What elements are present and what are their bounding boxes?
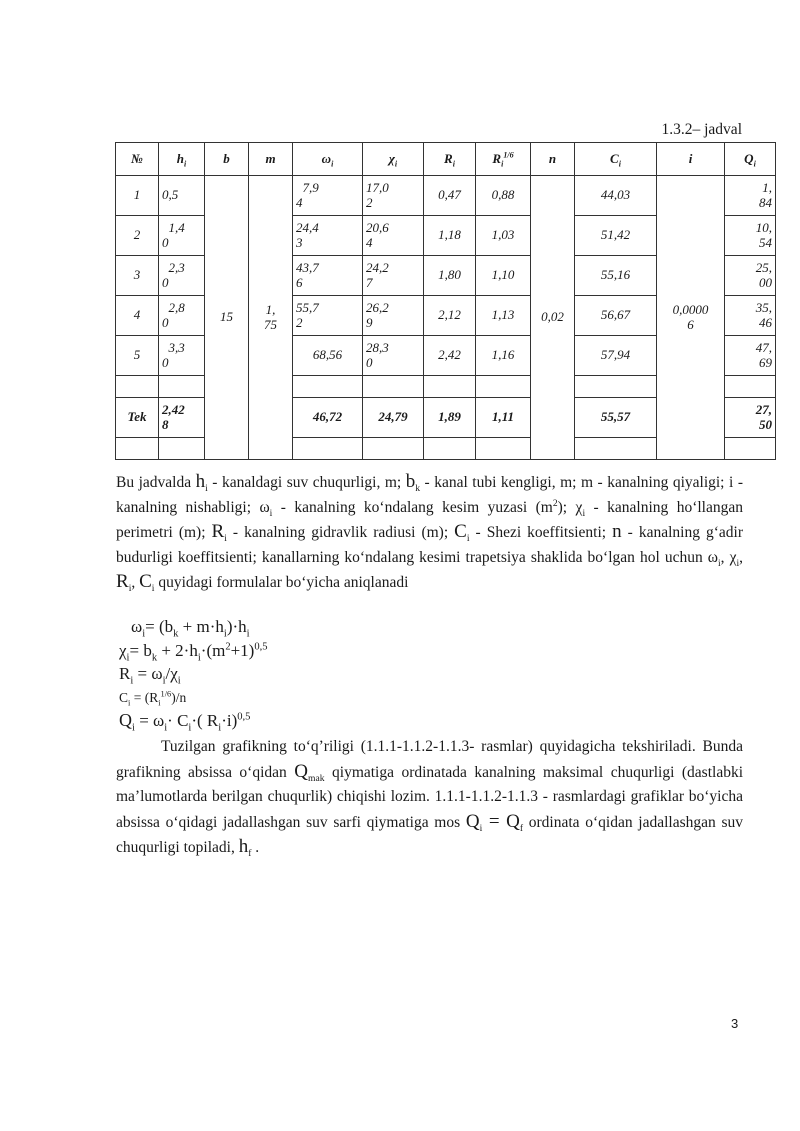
total-c: 55,57 [575, 398, 657, 438]
formula-c: $C_i = (R_i^{1/6})/n$ [119, 689, 187, 708]
cell-r16: 1,16 [476, 336, 531, 376]
cell-r16: 1,03 [476, 216, 531, 256]
formula-omega: $\omega_i= (b_k + m\cdot h_i)\cdot h_i$ [131, 617, 250, 640]
empty-cell [293, 438, 363, 460]
total-h: 2,42 8 [159, 398, 205, 438]
total-chi: 24,79 [363, 398, 424, 438]
empty-cell [575, 376, 657, 398]
page-number: 3 [731, 1016, 739, 1031]
cell-c: 51,42 [575, 216, 657, 256]
cell-number: 2 [116, 216, 159, 256]
cell-omega: 43,7 6 [293, 256, 363, 296]
cell-q: 1, 84 [725, 176, 776, 216]
empty-cell [116, 376, 159, 398]
empty-cell [424, 438, 476, 460]
formula-chi: $\chi_i= b_k + 2\cdot h_i\cdot(m^2+1)^{0,5}$ [119, 641, 268, 664]
formula-r: $R_i = \omega_i/\chi_i$ [119, 664, 181, 687]
cell-h: 1,4 0 [159, 216, 205, 256]
col-chi: $\chi_i$ [363, 143, 424, 176]
cell-omega: 55,7 2 [293, 296, 363, 336]
col-m: m [249, 143, 293, 176]
paragraph-verification: Tuzilgan grafikning to‘q’riligi (1.1.1-1.1.2-1.1.3- rasmlar) quyidagicha tekshiriladi. Bunda grafikning absissa o‘qidan $Q_{mak}$ qiymatiga ordinatada kanalning maksimal chuqurligi (dastlabki ma’lumotlarda berilgan chuqurlik) chiqishi lozim. 1.1.1-1.1.2-1.1.3 - rasmlardagi grafiklar bo‘yicha absissa o‘qidagi jadallashgan suv sarfi qiymatiga mos $Q_i = Q_f$ ordinata o‘qidan jadallashgan suv chuqurligi topiladi, $h_f$ . [116, 738, 744, 860]
cell-i-merged: 0,0000 6 [657, 176, 725, 460]
header-row [116, 143, 776, 176]
cell-r: 2,12 [424, 296, 476, 336]
cell-r: 2,42 [424, 336, 476, 376]
total-q: 27, 50 [725, 398, 776, 438]
cell-r: 1,18 [424, 216, 476, 256]
col-number: № [116, 143, 159, 176]
cell-number: 1 [116, 176, 159, 216]
total-omega: 46,72 [293, 398, 363, 438]
cell-c: 44,03 [575, 176, 657, 216]
cell-c: 56,67 [575, 296, 657, 336]
formula-q: $Q_i = \omega_i\cdot C_i\cdot$( $R_i\cdot i)^{0,5}$ [119, 710, 251, 734]
cell-m-merged: 1, 75 [249, 176, 293, 460]
cell-omega: 7,9 4 [293, 176, 363, 216]
empty-cell [424, 376, 476, 398]
empty-cell [476, 438, 531, 460]
col-q: $Q_i$ [725, 143, 776, 176]
empty-cell [159, 438, 205, 460]
cell-chi: 26,2 9 [363, 296, 424, 336]
cell-number: 5 [116, 336, 159, 376]
cell-r: 1,80 [424, 256, 476, 296]
total-r: 1,89 [424, 398, 476, 438]
table-row [116, 176, 776, 216]
cell-c: 57,94 [575, 336, 657, 376]
cell-h: 2,8 0 [159, 296, 205, 336]
cell-omega: 68,56 [293, 336, 363, 376]
cell-chi: 17,0 2 [363, 176, 424, 216]
cell-chi: 28,3 0 [363, 336, 424, 376]
cell-q: 10, 54 [725, 216, 776, 256]
cell-q: 47, 69 [725, 336, 776, 376]
cell-q: 35, 46 [725, 296, 776, 336]
cell-number: 4 [116, 296, 159, 336]
empty-cell [476, 376, 531, 398]
col-b: b [205, 143, 249, 176]
cell-r: 0,47 [424, 176, 476, 216]
cell-omega: 24,4 3 [293, 216, 363, 256]
total-label: Tek [116, 398, 159, 438]
col-r: $R_i$ [424, 143, 476, 176]
col-c: $C_i$ [575, 143, 657, 176]
empty-cell [116, 438, 159, 460]
col-i: i [657, 143, 725, 176]
cell-h: 0,5 [159, 176, 205, 216]
total-r16: 1,11 [476, 398, 531, 438]
cell-r16: 1,13 [476, 296, 531, 336]
empty-cell [725, 376, 776, 398]
cell-h: 2,3 0 [159, 256, 205, 296]
empty-cell [159, 376, 205, 398]
col-omega: $\omega_i$ [293, 143, 363, 176]
cell-r16: 1,10 [476, 256, 531, 296]
cell-chi: 20,6 4 [363, 216, 424, 256]
data-table [115, 142, 776, 460]
col-n: n [531, 143, 575, 176]
paragraph-definitions: Bu jadvalda $h_i$ - kanaldagi suv chuqurligi, m; $b_k$ - kanal tubi kengligi, m; m - kanalning qiyaligi; i - kanalning nishabligi; $\omega_i$ - kanalning ko‘ndalang kesim yuzasi $(m^2)$; $\chi_i$ - kanalning ho‘llangan perimetri (m); $R_i$ - kanalning gidravlik radiusi (m); $C_i$ - Shezi koeffitsienti; n - kanalning g‘adir budurligi koeffitsienti; kanallarning ko‘ndalang kesimi trapetsiya shaklida bo‘lgan hol uchun $\omega_i$, $\chi_i$, $R_i$, $C_i$ quyidagi formulalar bo‘yicha aniqlanadi [116, 471, 743, 595]
cell-number: 3 [116, 256, 159, 296]
cell-c: 55,16 [575, 256, 657, 296]
empty-cell [575, 438, 657, 460]
cell-q: 25, 00 [725, 256, 776, 296]
empty-cell [293, 376, 363, 398]
col-r16: $R_i^{1/6}$ [476, 143, 531, 176]
cell-n-merged: 0,02 [531, 176, 575, 460]
cell-h: 3,3 0 [159, 336, 205, 376]
col-h: $h_i$ [159, 143, 205, 176]
empty-cell [363, 376, 424, 398]
table-caption: 1.3.2– jadval [661, 121, 742, 138]
cell-b-merged: 15 [205, 176, 249, 460]
cell-r16: 0,88 [476, 176, 531, 216]
cell-chi: 24,2 7 [363, 256, 424, 296]
empty-cell [725, 438, 776, 460]
empty-cell [363, 438, 424, 460]
